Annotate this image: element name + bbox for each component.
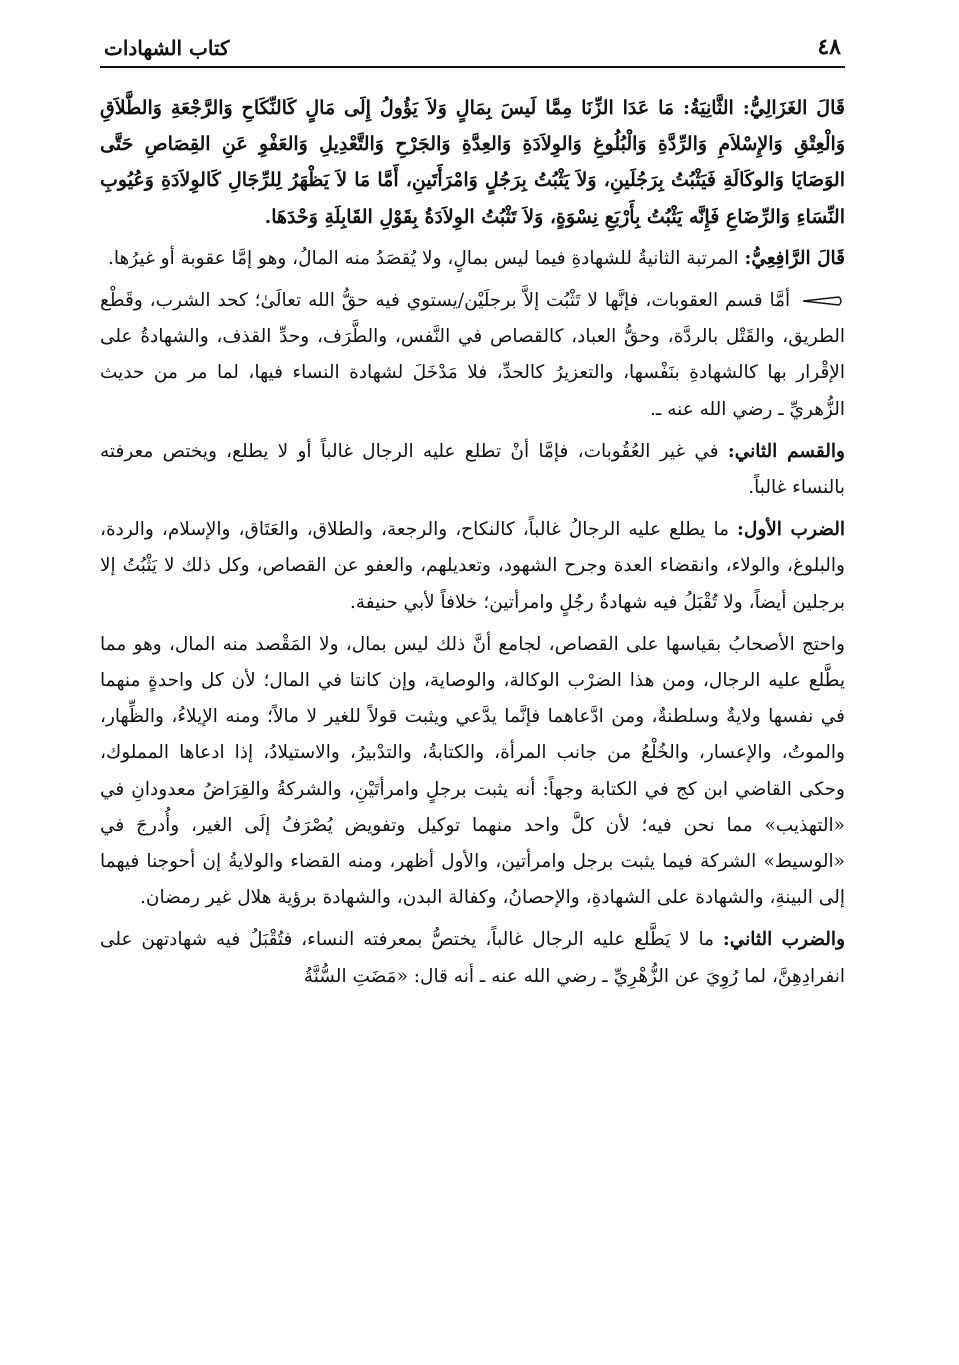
matn-paragraph [100, 90, 845, 235]
commentary-paragraph [100, 241, 845, 277]
paragraph-lead: والضرب الثاني: [722, 929, 846, 951]
paragraph-lead: الضرب الأول: [737, 519, 845, 541]
commentary-paragraph [100, 512, 845, 621]
paragraph-lead: والقسم الثاني: [727, 440, 845, 462]
book-page [100, 28, 845, 1001]
paragraph-text: واحتج الأصحابُ بقياسها على القصاص، لجامع أنَّ ذلك ليس بمال، ولا المَقْصد منه المال، وهو مما يطَّلع عليه الرجال، ومن هذا الضرْب الوكالة، والوصاية، وإن كانتا في المال؛ لأن كل واحدةٍ منهما في نفسها ولايةٌ وسلطنةٌ، ومن ادَّعاهما فإنَّما يدَّعي ويثبت قولاً للغير لا مالاً؛ ومنه الإيلاءُ، والظِّهار، والموتُ، والإعسار، والخُلْعُ من جانب المرأة، والكتابةُ، والتدْبيرُ، والاستيلادُ، إذا ادعاها المملوك، وحكى القاضي ابن كج في الكتابة وجهاً: أنه يثبت برجلٍ وامرأتَيْنِ، والشركةُ والقِرَاضُ معدودانِ في «التهذيب» مما نحن فيه؛ لأن كلَّ واحد منهما توكيل وتفويض يُصْرَفُ إلَى الغير، وأُدرجَ في «الوسيط» الشركة فيما يثبت برجل وامرأتين، والأول أظهر، ومنه القضاء والولايةُ إن أحوجنا فيهما إلى البينةِ، والشهادة على الشهادةِ، والإحصانُ، وكفالة البدن، والشهادة برؤية هلال غير رمضان. [100, 633, 845, 909]
matn-lead: قَالَ الغَزَالِيُّ: [742, 97, 845, 119]
paragraph-text: في غير العُقُوبات، فإمَّا أنْ تطلع عليه الرجال غالباً أو لا يطلع، ويختص معرفته بالنساء غالباً. [100, 440, 845, 499]
paragraph-text: ما لا يَطَّلع عليه الرجال غالباً، يختصُّ بمعرفته النساء، فتُقْبَلُ فيه شهادتهن على انفرادِهِنَّ، لما رُوِيَ عن الزُّهْرِيِّ ـ رضي الله عنه ـ أنه قال: «مَضَتِ السُّنَّةُ [100, 929, 845, 987]
paragraph-text: ما يطلع عليه الرجالُ غالباً، كالنكاح، والرجعة، والطلاق، والعَتَاق، والإسلام، والردة، والبلوغ، والولاء، وانقضاء العدة وجرح الشهود، وتعديلهم، والعفو عن القصاص، وكل ذلك لا يَثْبُتُ إلا برجلين أيضاً، ولا تُقْبَلُ فيه شهادةُ رجُلٍ وامرأتين؛ خلافاً لأبي حنيفة. [100, 519, 845, 613]
margin-pen-mark-icon [801, 292, 845, 310]
matn-text: الثَّانِيَةُ: مَا عَدَا الزِّنَا مِمَّا لَيسَ بِمَالٍ وَلاَ يَؤُولُ إِلَى مَالٍ كَالنِّكَاحِ وَالرَّجْعَةِ وَالطَّلاَقِ وَالْعِتْقِ وَالإِسْلاَمِ وَالرِّدَّةِ وَالْبُلُوغِ وَالوِلاَدَةِ وَالعِدَّةِ وَالجَرْحِ وَالتَّعْدِيلِ وَالعَفْوِ عَنِ القِصَاصِ حَتَّى الوَصَايَا وَالوكَالَةِ فَيَثْبُتُ بِرَجُلَينِ، وَلاَ يَثْبُتُ بِرَجُلٍ وَامْرَأَتَينِ، أَمَّا مَا لاَ يَظْهَرُ لِلرِّجَالِ كَالوِلاَدَةِ وَعُيُوبِ النِّسَاءِ وَالرِّضَاعِ فَإِنَّه يَثْبُتُ بِأَرْبَعِ نِسْوَةٍ، وَلاَ تَثْبُتُ الوِلاَدَةُ بِقَوْلِ القَابِلَةِ وَحْدَهَا. [100, 97, 845, 228]
page-content [100, 90, 845, 995]
commentary-paragraph [100, 283, 845, 428]
paragraph-text: المرتبة الثانيةُ للشهادةِ فيما ليس بمالٍ، ولا يُقصَدُ منه المالُ، وهو إمَّا عقوبة أو غيرُها. [108, 247, 739, 269]
commentary-paragraph [100, 627, 845, 917]
commentary-paragraph [100, 922, 845, 994]
paragraph-lead: قَالَ الرَّافِعِيُّ: [744, 247, 845, 269]
page-header [100, 28, 845, 68]
running-title: كتاب الشهادات [104, 36, 230, 60]
paragraph-text: أمَّا قسم العقوبات، فإنَّها لا تَثْبُت إلاَّ برجلَيْن/يستوي فيه حقُّ الله تعالَىٰ؛ كحد الشرب، وقَطْع الطريق، والقَتْل بالردَّة، وحقُّ العباد، كالقصاص في النَّفس، والطَّرَف، وحدِّ القذف، والشهادةُ على الإقْرار بها كالشهادةِ بنَفْسها، والتعزيرُ كالحدِّ، فلا مَدْخَلَ لشهادة النساء فيها، لما مر من حديث الزُّهريِّ ـ رضي الله عنه ـ. [100, 290, 845, 420]
commentary-paragraph [100, 434, 845, 506]
page-number: ٤٨ [817, 34, 841, 60]
